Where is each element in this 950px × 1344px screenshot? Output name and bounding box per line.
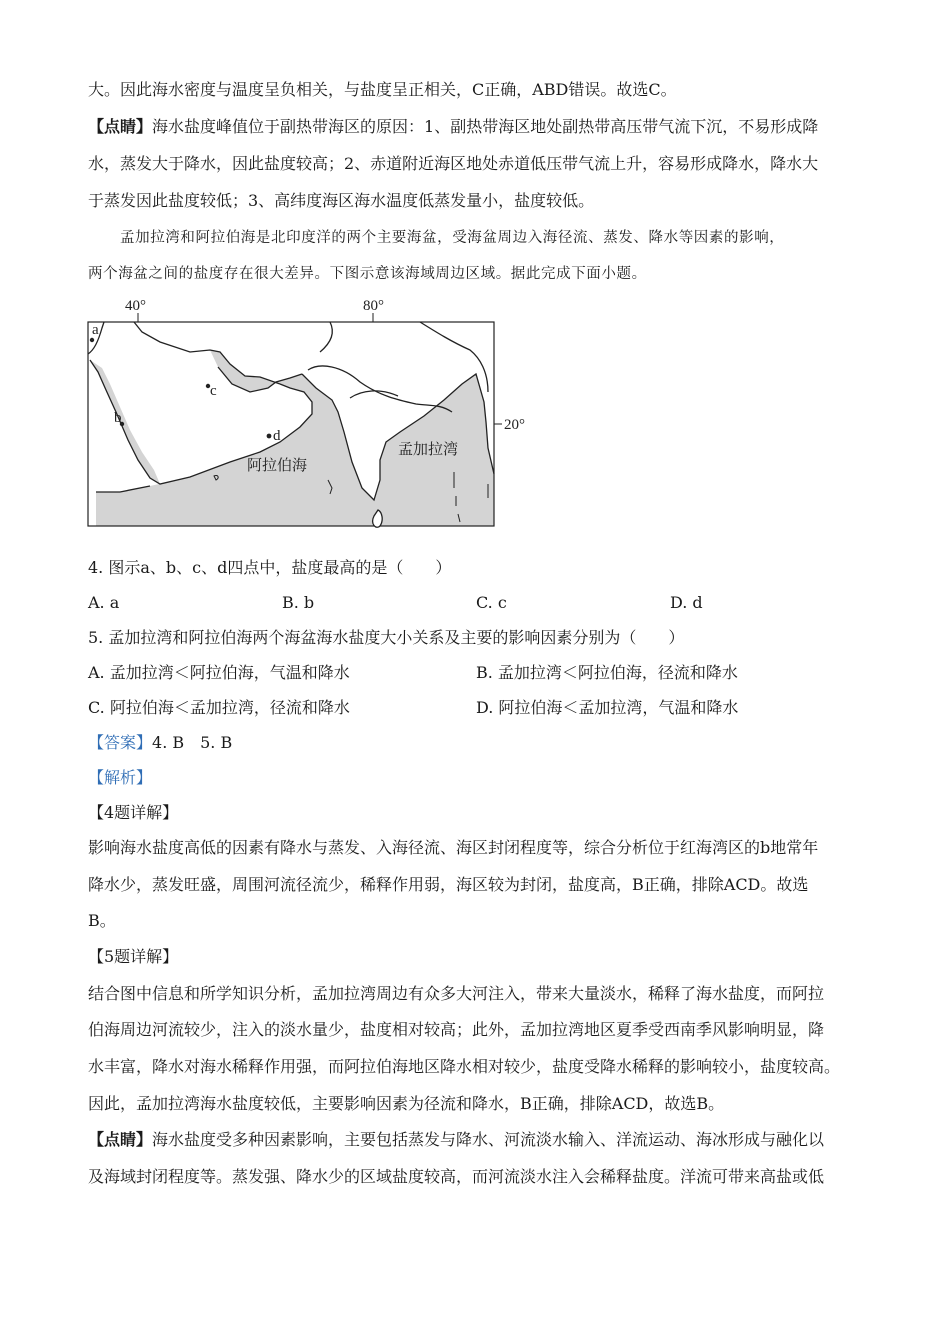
analysis-tag: 【解析】 [88, 768, 153, 787]
tip-tag: 【点睛】 [88, 117, 153, 136]
text-line: 降水少，蒸发旺盛，周围河流径流少，稀释作用弱，海区较为封闭，盐度高，B正确，排除ACD。故选 [88, 875, 809, 894]
q5-option-b: B. 孟加拉湾＜阿拉伯海，径流和降水 [476, 663, 738, 682]
question-5-stem: 5. 孟加拉湾和阿拉伯海两个海盆海水盐度大小关系及主要的影响因素分别为（ ） [88, 628, 685, 647]
arabian-sea-label: 阿拉伯海 [247, 456, 308, 474]
detail-5-tag: 【5题详解】 [88, 947, 179, 966]
text-line: 及海域封闭程度等。蒸发强、降水少的区域盐度较高，而河流淡水注入会稀释盐度。洋流可带来高盐或低 [88, 1167, 825, 1186]
text-line: 伯海周边河流较少，注入的淡水量少，盐度相对较高；此外，孟加拉湾地区夏季受西南季风影响明显，降 [88, 1020, 825, 1039]
q5-option-a: A. 孟加拉湾＜阿拉伯海，气温和降水 [88, 663, 350, 682]
text-line: 大。因此海水密度与温度呈负相关，与盐度呈正相关，C正确，ABD错误。故选C。 [88, 80, 677, 99]
point-d-label: d [273, 428, 281, 444]
bay-of-bengal-label: 孟加拉湾 [398, 440, 459, 458]
text-line: 两个海盆之间的盐度存在很大差异。下图示意该海域周边区域。据此完成下面小题。 [88, 266, 647, 282]
tip-tag: 【点睛】 [88, 1130, 153, 1149]
q5-option-d: D. 阿拉伯海＜孟加拉湾，气温和降水 [476, 698, 739, 717]
q4-option-d: D. d [670, 593, 703, 612]
lon-80-label: 80° [363, 298, 384, 314]
text-line: 影响海水盐度高低的因素有降水与蒸发、入海径流、海区封闭程度等，综合分析位于红海湾区的b地常年 [88, 838, 819, 857]
text-line: 因此，孟加拉湾海水盐度较低，主要影响因素为径流和降水，B正确，排除ACD，故选B。 [88, 1094, 725, 1113]
tip-paragraph [88, 1130, 824, 1150]
tip-paragraph [88, 117, 818, 137]
sea-area [90, 350, 494, 526]
q4-option-b: B. b [282, 593, 315, 612]
q4-option-c: C. c [476, 593, 507, 612]
lon-40-label: 40° [125, 298, 146, 314]
text-line: 孟加拉湾和阿拉伯海是北印度洋的两个主要海盆，受海盆周边入海径流、蒸发、降水等因素的影响， [120, 230, 785, 246]
lat-20-label: 20° [504, 417, 525, 433]
answer-text: 4. B 5. B [152, 733, 233, 752]
text-line: 于蒸发因此盐度较低；3、高纬度海区海水温度低蒸发量小，盐度较低。 [88, 191, 595, 210]
text-line: 海水盐度受多种因素影响，主要包括蒸发与降水、河流淡水输入、洋流运动、海冰形成与融化以 [152, 1130, 825, 1149]
region-map [80, 292, 540, 537]
text-line: 水丰富，降水对海水稀释作用强，而阿拉伯海地区降水相对较少，盐度受降水稀释的影响较小，盐度较高。 [88, 1057, 841, 1076]
point-a-marker [90, 338, 94, 342]
answer-line [88, 733, 232, 753]
text-line: 海水盐度峰值位于副热带海区的原因：1、副热带海区地处副热带高压带气流下沉，不易形成降 [152, 117, 819, 136]
text-line: 结合图中信息和所学知识分析，孟加拉湾周边有众多大河注入，带来大量淡水，稀释了海水盐度，而阿拉 [88, 984, 825, 1003]
text-line: B。 [88, 911, 116, 930]
q5-option-c: C. 阿拉伯海＜孟加拉湾，径流和降水 [88, 698, 350, 717]
point-a-label: a [92, 322, 99, 338]
question-4-stem: 4. 图示a、b、c、d四点中，盐度最高的是（ ） [88, 558, 452, 577]
point-c-label: c [210, 383, 217, 399]
text-line: 水，蒸发大于降水，因此盐度较高；2、赤道附近海区地处赤道低压带气流上升，容易形成降水，降水大 [88, 154, 819, 173]
point-d-marker [267, 434, 272, 439]
point-b-label: b [114, 410, 122, 426]
detail-4-tag: 【4题详解】 [88, 803, 179, 822]
q4-option-a: A. a [88, 593, 120, 612]
answer-tag: 【答案】 [88, 733, 153, 752]
